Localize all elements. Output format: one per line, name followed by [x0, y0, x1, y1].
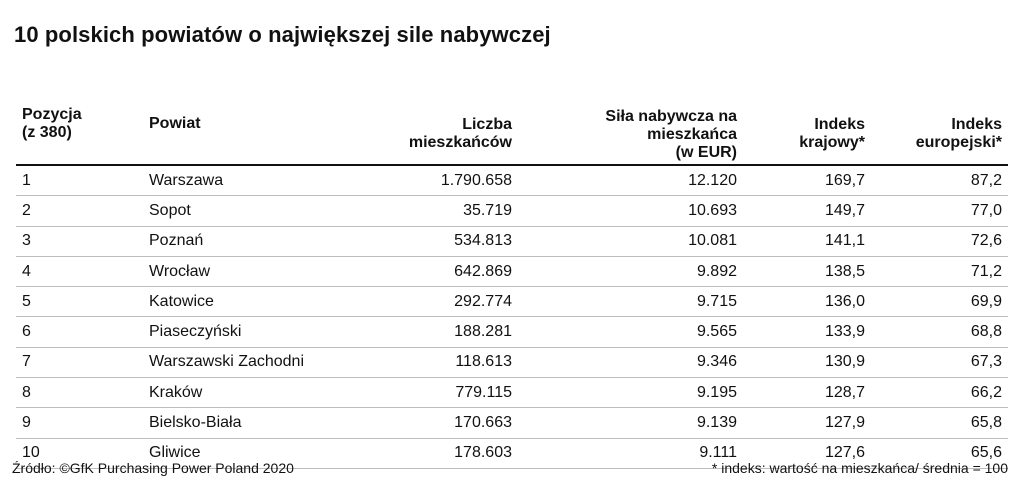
header-position-line-2: (z 380)	[22, 124, 72, 141]
cell-national-index: 130,9	[743, 347, 871, 377]
table-row	[16, 408, 1008, 438]
cell-european-index: 66,2	[871, 378, 1008, 408]
table-row	[16, 347, 1008, 377]
header-national-index-line-1: Indeks	[814, 116, 865, 133]
header-purchasing-power	[518, 84, 743, 165]
cell-position: 7	[16, 347, 143, 377]
table-row	[16, 317, 1008, 347]
header-position-line-1: Pozycja	[22, 106, 82, 123]
cell-purchasing-power: 9.892	[518, 256, 743, 286]
cell-district: Poznań	[143, 226, 351, 256]
cell-population: 188.281	[351, 317, 518, 347]
cell-district: Gliwice	[143, 438, 351, 468]
table-row	[16, 165, 1008, 196]
cell-position: 6	[16, 317, 143, 347]
cell-national-index: 138,5	[743, 256, 871, 286]
cell-national-index: 169,7	[743, 165, 871, 196]
cell-position: 9	[16, 408, 143, 438]
cell-position: 10	[16, 438, 143, 468]
cell-population: 642.869	[351, 256, 518, 286]
cell-position: 1	[16, 165, 143, 196]
cell-population: 178.603	[351, 438, 518, 468]
cell-purchasing-power: 9.346	[518, 347, 743, 377]
cell-european-index: 71,2	[871, 256, 1008, 286]
table-row	[16, 196, 1008, 226]
cell-national-index: 127,6	[743, 438, 871, 468]
header-purchasing-power-line-2: mieszkańca	[647, 126, 737, 143]
header-population-line-2: mieszkańców	[408, 134, 512, 151]
cell-national-index: 141,1	[743, 226, 871, 256]
cell-district: Kraków	[143, 378, 351, 408]
cell-population: 292.774	[351, 287, 518, 317]
header-purchasing-power-line-1: Siła nabywcza na	[605, 108, 737, 125]
cell-population: 170.663	[351, 408, 518, 438]
cell-position: 5	[16, 287, 143, 317]
cell-district: Warszawa	[143, 165, 351, 196]
header-population-line-1: Liczba	[462, 116, 512, 133]
header-european-index-line-2: europejski*	[915, 134, 1002, 151]
cell-european-index: 67,3	[871, 347, 1008, 377]
index-footnote: * indeks: wartość na mieszkańca/ średnia = 100	[711, 460, 1008, 476]
cell-european-index: 68,8	[871, 317, 1008, 347]
table-row	[16, 226, 1008, 256]
purchasing-power-table	[16, 84, 1008, 469]
cell-national-index: 136,0	[743, 287, 871, 317]
cell-population: 1.790.658	[351, 165, 518, 196]
table-row	[16, 378, 1008, 408]
cell-population: 118.613	[351, 347, 518, 377]
cell-european-index: 87,2	[871, 165, 1008, 196]
cell-district: Sopot	[143, 196, 351, 226]
cell-purchasing-power: 9.565	[518, 317, 743, 347]
cell-position: 8	[16, 378, 143, 408]
cell-purchasing-power: 10.693	[518, 196, 743, 226]
header-district	[143, 84, 351, 165]
cell-population: 534.813	[351, 226, 518, 256]
cell-national-index: 149,7	[743, 196, 871, 226]
header-european-index-line-1: Indeks	[951, 116, 1002, 133]
cell-purchasing-power: 12.120	[518, 165, 743, 196]
table-row	[16, 287, 1008, 317]
table-body	[16, 165, 1008, 468]
cell-european-index: 72,6	[871, 226, 1008, 256]
page-title: 10 polskich powiatów o największej sile nabywczej	[14, 22, 551, 47]
cell-national-index: 127,9	[743, 408, 871, 438]
cell-population: 779.115	[351, 378, 518, 408]
table-row	[16, 256, 1008, 286]
header-national-index	[743, 84, 871, 165]
cell-district: Warszawski Zachodni	[143, 347, 351, 377]
source-note: Źródło: ©GfK Purchasing Power Poland 2020	[12, 460, 294, 476]
cell-position: 2	[16, 196, 143, 226]
cell-district: Bielsko-Biała	[143, 408, 351, 438]
cell-population: 35.719	[351, 196, 518, 226]
header-district-line-1: Powiat	[149, 115, 201, 132]
header-population	[351, 84, 518, 165]
cell-purchasing-power: 9.715	[518, 287, 743, 317]
cell-district: Wrocław	[143, 256, 351, 286]
cell-purchasing-power: 9.111	[518, 438, 743, 468]
cell-purchasing-power: 10.081	[518, 226, 743, 256]
header-european-index	[871, 84, 1008, 165]
cell-national-index: 128,7	[743, 378, 871, 408]
cell-european-index: 65,8	[871, 408, 1008, 438]
header-position	[16, 84, 143, 165]
cell-purchasing-power: 9.195	[518, 378, 743, 408]
cell-european-index: 69,9	[871, 287, 1008, 317]
header-purchasing-power-line-3: (w EUR)	[675, 144, 737, 161]
cell-european-index: 65,6	[871, 438, 1008, 468]
cell-position: 4	[16, 256, 143, 286]
cell-district: Piaseczyński	[143, 317, 351, 347]
cell-european-index: 77,0	[871, 196, 1008, 226]
cell-purchasing-power: 9.139	[518, 408, 743, 438]
cell-national-index: 133,9	[743, 317, 871, 347]
table-header-row	[16, 84, 1008, 165]
header-national-index-line-2: krajowy*	[799, 134, 865, 151]
cell-position: 3	[16, 226, 143, 256]
cell-district: Katowice	[143, 287, 351, 317]
